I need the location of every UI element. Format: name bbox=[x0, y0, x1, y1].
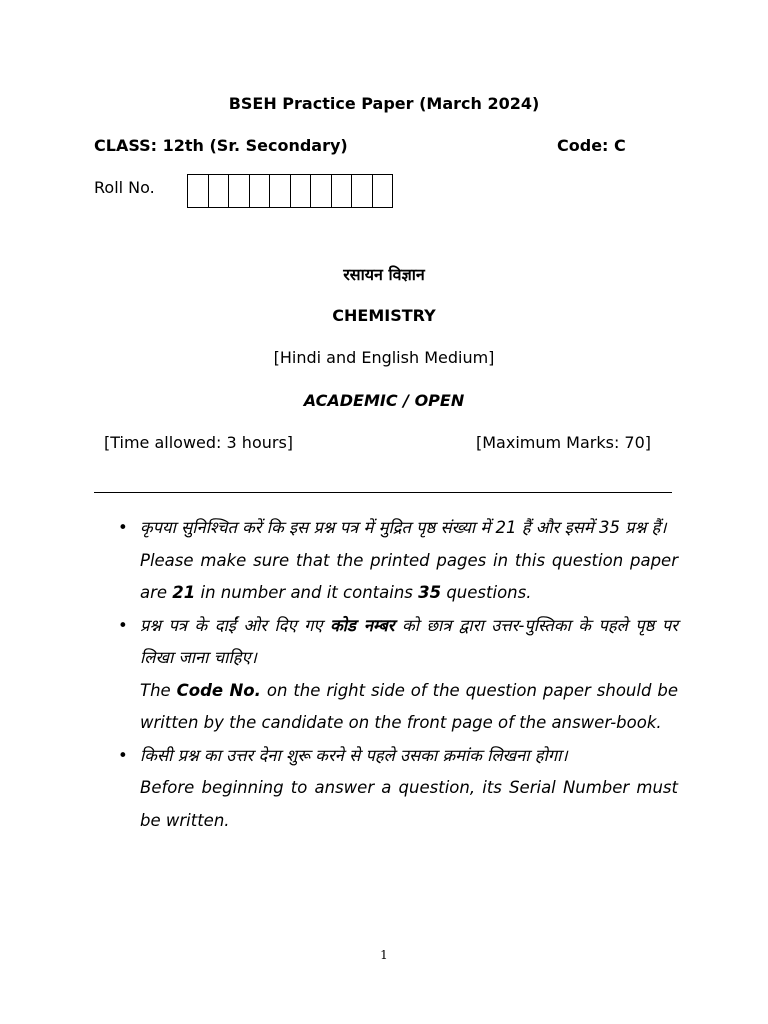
roll-cell[interactable] bbox=[188, 175, 209, 207]
roll-number-boxes[interactable] bbox=[187, 174, 393, 208]
subject-hindi: रसायन विज्ञान bbox=[343, 265, 425, 284]
instructions-list bbox=[118, 512, 678, 837]
instruction-hindi: कृपया सुनिश्चित करें कि इस प्रश्न पत्र में मुद्रित पृष्ठ संख्या में 21 हैं और इसमें 35 प्रश्न हैं। bbox=[140, 518, 667, 537]
roll-cell[interactable] bbox=[373, 175, 393, 207]
instruction-item bbox=[118, 512, 678, 610]
roll-cell[interactable] bbox=[209, 175, 230, 207]
max-marks: [Maximum Marks: 70] bbox=[476, 433, 652, 452]
instruction-hindi: किसी प्रश्न का उत्तर देना शुरू करने से पहले उसका क्रमांक लिखना होगा। bbox=[140, 745, 568, 765]
roll-cell[interactable] bbox=[311, 175, 332, 207]
instruction-item bbox=[118, 740, 678, 838]
roll-cell[interactable] bbox=[332, 175, 353, 207]
paper-title: BSEH Practice Paper (March 2024) bbox=[228, 94, 540, 113]
class-label: CLASS: 12th (Sr. Secondary) bbox=[94, 136, 348, 155]
bullet-icon: • bbox=[118, 518, 128, 537]
bullet-icon: • bbox=[118, 745, 128, 765]
instruction-english: Before beginning to answer a question, its Serial Number must be written. bbox=[140, 778, 678, 830]
page-number: 1 bbox=[380, 948, 388, 962]
roll-cell[interactable] bbox=[352, 175, 373, 207]
divider bbox=[94, 492, 672, 493]
instruction-english: Please make sure that the printed pages in this question paper are 21 in number and it contains 35 questions. bbox=[140, 550, 678, 602]
roll-cell[interactable] bbox=[270, 175, 291, 207]
subject-english: CHEMISTRY bbox=[332, 306, 436, 325]
medium: [Hindi and English Medium] bbox=[273, 348, 495, 367]
paper-type: ACADEMIC / OPEN bbox=[303, 391, 465, 410]
instruction-english: The Code No. on the right side of the question paper should be written by the candidate on the front page of the answer-book. bbox=[140, 680, 678, 732]
roll-cell[interactable] bbox=[291, 175, 312, 207]
instruction-item bbox=[118, 610, 678, 740]
instruction-hindi: प्रश्न पत्र के दाईं ओर दिए गए कोड नम्बर को छात्र द्वारा उत्तर-पुस्तिका के पहले पृष्ठ पर लिखा जाना चाहिए। bbox=[140, 615, 678, 667]
bullet-icon: • bbox=[118, 615, 128, 635]
roll-label: Roll No. bbox=[94, 178, 155, 197]
code-label: Code: C bbox=[557, 136, 626, 155]
roll-cell[interactable] bbox=[250, 175, 271, 207]
roll-cell[interactable] bbox=[229, 175, 250, 207]
time-allowed: [Time allowed: 3 hours] bbox=[104, 433, 294, 452]
